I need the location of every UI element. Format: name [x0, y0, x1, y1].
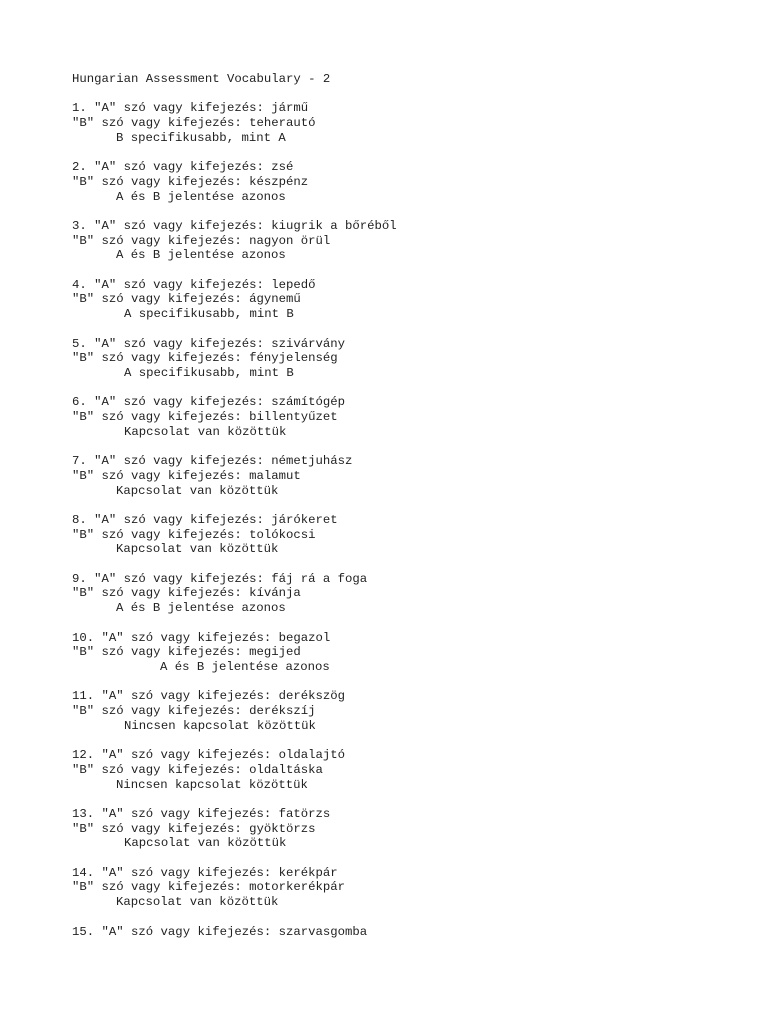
word-a: 1. "A" szó vagy kifejezés: jármű [72, 101, 309, 116]
relation-answer: A specifikusabb, mint B [124, 365, 294, 380]
vocab-item-13 [72, 807, 752, 851]
vocab-item-11 [72, 689, 752, 733]
word-b: "B" szó vagy kifejezés: oldaltáska [72, 762, 323, 777]
word-b: "B" szó vagy kifejezés: derékszíj [72, 704, 316, 719]
relation-answer: Kapcsolat van közöttük [124, 424, 287, 439]
word-b: "B" szó vagy kifejezés: készpénz [72, 174, 309, 189]
relation-answer: A és B jelentése azonos [116, 189, 286, 204]
word-a: 10. "A" szó vagy kifejezés: begazol [72, 630, 331, 645]
word-a: 2. "A" szó vagy kifejezés: zsé [72, 160, 294, 175]
vocab-item-9 [72, 572, 752, 616]
word-b: "B" szó vagy kifejezés: nagyon örül [72, 233, 331, 248]
relation-answer: Kapcsolat van közöttük [116, 895, 279, 910]
word-b: "B" szó vagy kifejezés: teherautó [72, 116, 316, 131]
relation-answer: Kapcsolat van közöttük [116, 542, 279, 557]
vocab-item-7 [72, 454, 752, 498]
vocab-item-1 [72, 101, 752, 145]
word-a: 6. "A" szó vagy kifejezés: számítógép [72, 395, 346, 410]
relation-answer: Kapcsolat van közöttük [116, 483, 279, 498]
word-a: 11. "A" szó vagy kifejezés: derékszög [72, 689, 346, 704]
word-b: "B" szó vagy kifejezés: ágynemű [72, 292, 301, 307]
vocab-item-5 [72, 337, 752, 381]
word-a: 3. "A" szó vagy kifejezés: kiugrik a bőréből [72, 218, 397, 233]
vocab-item-15 [72, 925, 752, 940]
word-a: 4. "A" szó vagy kifejezés: lepedő [72, 277, 316, 292]
relation-answer: A specifikusabb, mint B [124, 307, 294, 322]
word-a: 7. "A" szó vagy kifejezés: németjuhász [72, 454, 353, 469]
word-a: 5. "A" szó vagy kifejezés: szivárvány [72, 336, 346, 351]
vocab-item-10 [72, 631, 752, 675]
document-title: Hungarian Assessment Vocabulary - 2 [72, 72, 331, 86]
word-a: 14. "A" szó vagy kifejezés: kerékpár [72, 865, 338, 880]
relation-answer: Kapcsolat van közöttük [124, 836, 287, 851]
word-a: 12. "A" szó vagy kifejezés: oldalajtó [72, 748, 346, 763]
relation-answer: Nincsen kapcsolat közöttük [124, 718, 316, 733]
word-b: "B" szó vagy kifejezés: gyöktörzs [72, 821, 316, 836]
word-b: "B" szó vagy kifejezés: megijed [72, 645, 301, 660]
word-a: 9. "A" szó vagy kifejezés: fáj rá a foga [72, 571, 368, 586]
word-b: "B" szó vagy kifejezés: tolókocsi [72, 527, 316, 542]
relation-answer: B specifikusabb, mint A [116, 130, 286, 145]
word-b: "B" szó vagy kifejezés: fényjelenség [72, 351, 338, 366]
vocab-item-8 [72, 513, 752, 557]
word-b: "B" szó vagy kifejezés: motorkerékpár [72, 880, 346, 895]
vocab-item-3 [72, 219, 752, 263]
vocab-item-2 [72, 160, 752, 204]
vocab-item-6 [72, 395, 752, 439]
vocab-item-4 [72, 278, 752, 322]
relation-answer: A és B jelentése azonos [160, 659, 330, 674]
document-page [72, 72, 752, 954]
word-b: "B" szó vagy kifejezés: kívánja [72, 586, 301, 601]
vocab-item-14 [72, 866, 752, 910]
relation-answer: Nincsen kapcsolat közöttük [116, 777, 308, 792]
word-b: "B" szó vagy kifejezés: billentyűzet [72, 410, 338, 425]
vocab-item-12 [72, 748, 752, 792]
relation-answer: A és B jelentése azonos [116, 248, 286, 263]
word-a: 8. "A" szó vagy kifejezés: járókeret [72, 512, 338, 527]
word-a: 13. "A" szó vagy kifejezés: fatörzs [72, 806, 331, 821]
relation-answer: A és B jelentése azonos [116, 601, 286, 616]
word-a: 15. "A" szó vagy kifejezés: szarvasgomba [72, 924, 368, 939]
word-b: "B" szó vagy kifejezés: malamut [72, 468, 301, 483]
